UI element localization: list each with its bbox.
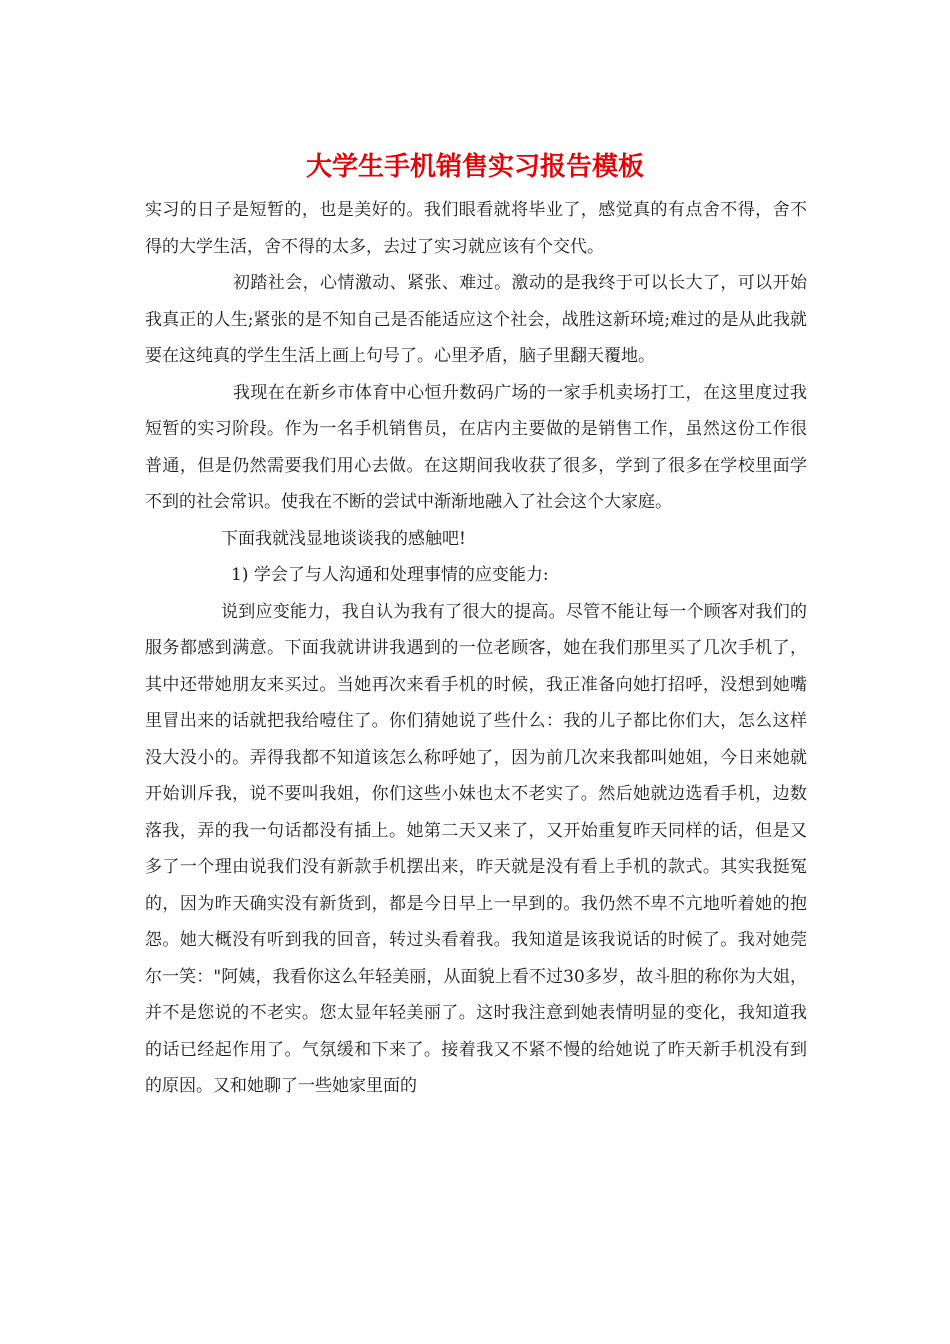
paragraph-first-steps: 初踏社会，心情激动、紧张、难过。激动的是我终于可以长大了，可以开始我真正的人生;紧张的是不知自己是否能适应这个社会，战胜这新环境;难过的是从此我就要在这纯真的学生生活上画上句号了。心里矛盾，脑子里翻天覆地。 bbox=[145, 273, 807, 366]
paragraph-workplace: 我现在在新乡市体育中心恒升数码广场的一家手机卖场打工，在这里度过我短暂的实习阶段。作为一名手机销售员，在店内主要做的是销售工作，虽然这份工作很普通，但是仍然需要我们用心去做。在这期间我收获了很多，学到了很多在学校里面学不到的社会常识。使我在不断的尝试中渐渐地融入了社会这个大家庭。 bbox=[145, 382, 807, 512]
document-title: 大学生手机销售实习报告模板 bbox=[305, 152, 644, 182]
paragraph-intro: 实习的日子是短暂的，也是美好的。我们眼看就将毕业了，感觉真的有点舍不得，舍不得的大学生活，舍不得的太多，去过了实习就应该有个交代。 bbox=[145, 200, 807, 257]
document-body bbox=[145, 192, 807, 1105]
paragraph-adaptability: 说到应变能力，我自认为我有了很大的提高。尽管不能让每一个顾客对我们的服务都感到满意。下面我就讲讲我遇到的一位老顾客，她在我们那里买了几次手机了，其中还带她朋友来买过。当她再次来看手机的时候，我正准备向她打招呼，没想到她嘴里冒出来的话就把我给噎住了。你们猜她说了些什么：我的儿子都比你们大，怎么这样没大没小的。弄得我都不知道该怎么称呼她了，因为前几次来我都叫她姐，今日来她就开始训斥我，说不要叫我姐，你们这些小妹也太不老实了。然后她就边选看手机，边数落我，弄的我一句话都没有插上。她第二天又来了，又开始重复昨天同样的话，但是又多了一个理由说我们没有新款手机摆出来，昨天就是没有看上手机的款式。其实我挺冤的，因为昨天确实没有新货到，都是今日早上一早到的。我仍然不卑不亢地听着她的抱怨。她大概没有听到我的回音，转过头看着我。我知道是该我说话的时候了。我对她莞尔一笑："阿姨，我看你这么年轻美丽，从面貌上看不过30多岁，故斗胆的称你为大姐，并不是您说的不老实。您太显年轻美丽了。这时我注意到她表情明显的变化，我知道我的话已经起作用了。气氛缓和下来了。接着我又不紧不慢的给她说了昨天新手机没有到的原因。又和她聊了一些她家里面的 bbox=[145, 601, 807, 1096]
paragraph-transition: 下面我就浅显地谈谈我的感触吧! bbox=[221, 528, 466, 549]
list-item-heading: 1) 学会了与人沟通和处理事情的应变能力: bbox=[231, 565, 549, 585]
